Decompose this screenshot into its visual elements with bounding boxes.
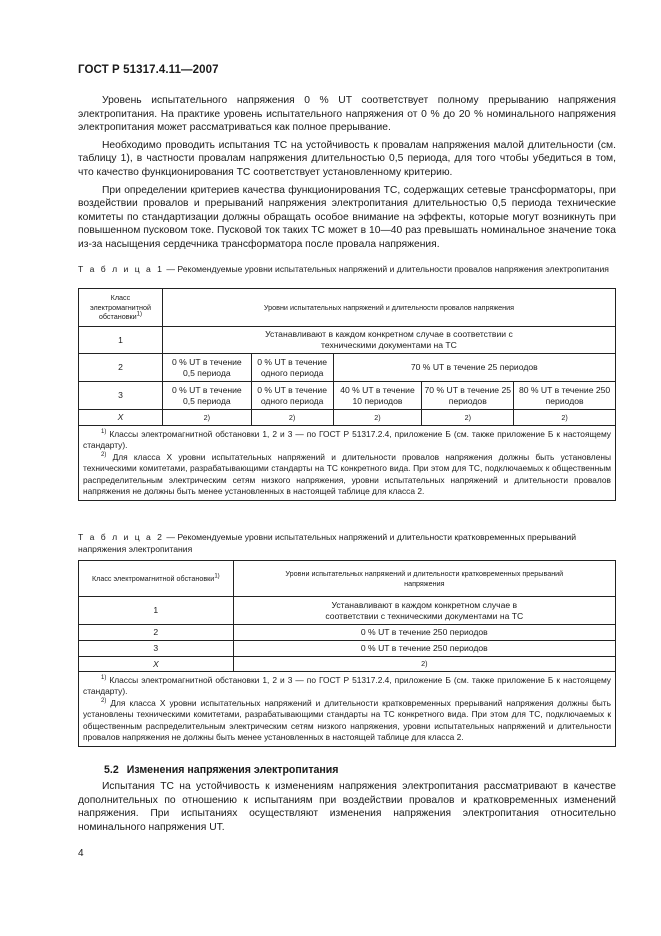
table1-caption	[78, 264, 616, 276]
table-row	[79, 641, 616, 657]
table1-footnote-2: $^{2)}$ Для класса X уровни испытательных напряжений и длительности провалов напряжения должны быть установлены техническими комитетами, разрабатывающими стандарты на ТС конкретного вида. При этом для ТС, подключаемых к общественным распределительным электрическим сетям низкого напряжения, уровни испытательных напряжений и длительности провалов напряжения не должны быть менее установленных в настоящей таблице для класса 2.	[83, 451, 611, 497]
table-row	[79, 625, 616, 641]
table2-row1-class: 1	[79, 597, 234, 625]
section-text	[78, 780, 616, 838]
table2-footnote-2: $^{2)}$ Для класса X уровни испытательных напряжений и длительности кратковременных прерываний напряжения должны быть установлены техническими комитетами, разрабатывающими стандарты на ТС конкретного вида. При этом для ТС, подключаемых к общественным распределительным электрическим сетям низкого напряжения, уровни испытательных напряжений и длительности провалов напряжения не должны быть менее установленных в настоящей таблице для класса 2.	[83, 697, 611, 743]
table2-row3-text: 0 % UT в течение 250 периодов	[233, 641, 615, 657]
table1-rowx-note-2: 2)	[251, 410, 333, 426]
table2-footnote-1: $^{1)}$ Классы электромагнитной обстановки 1, 2 и 3 — по ГОСТ Р 51317.2.4, приложение Б (см. также приложение Б к настоящему стандарту).	[83, 675, 611, 697]
table1-row3-c1: 0 % UT в течение 0,5 периода	[162, 382, 251, 410]
table1-levels-header: Уровни испытательных напряжений и длительности провалов напряжения	[162, 289, 615, 327]
table2-header-row	[79, 561, 616, 597]
table2-levels-header: Уровни испытательных напряжений и длительности кратковременных прерываний напряжения	[233, 561, 615, 597]
page-number: 4	[78, 848, 84, 859]
table1-row2-class: 2	[79, 354, 163, 382]
table2-footnotes	[79, 672, 616, 747]
table1-row2-c1: 0 % UT в течение 0,5 периода	[162, 354, 251, 382]
table1-row3-c2: 0 % UT в течение одного периода	[251, 382, 333, 410]
table2	[78, 560, 616, 747]
table2-footnotes-row	[79, 672, 616, 747]
table2-rowx-class: X	[79, 657, 234, 672]
table1-rowx-note-5: 2)	[514, 410, 616, 426]
table1-footnotes	[79, 426, 616, 501]
table1-caption-label: Т а б л и ц а 1	[78, 264, 164, 274]
table2-row2-class: 2	[79, 625, 234, 641]
table2-row2-text: 0 % UT в течение 250 периодов	[233, 625, 615, 641]
table2-caption-text: — Рекомендуемые уровни испытательных напряжений и длительности кратковременных прерываний напряжения электропитания	[78, 532, 577, 554]
table2-caption-label: Т а б л и ц а 2	[78, 532, 164, 542]
table2-rowx-note: 2)	[233, 657, 615, 672]
table2-row1-text: Устанавливают в каждом конкретном случае в соответствии с техническими документами на ТС	[233, 597, 615, 625]
table2-class-header: Класс электромагнитной обстановки$^{1)}$	[79, 561, 234, 597]
table1	[78, 288, 616, 501]
section-number: 5.2	[104, 764, 119, 776]
table1-footnote-1: $^{1)}$ Классы электромагнитной обстановки 1, 2 и 3 — по ГОСТ Р 51317.2.4, приложение Б (см. также приложение Б к настоящему стандарту).	[83, 429, 611, 451]
table1-rowx-note-1: 2)	[162, 410, 251, 426]
section-paragraph: Испытания ТС на устойчивость к изменениям напряжения электропитания рассматривают в качестве дополнительных по отношению к испытаниям при воздействии провалов и кратковременных изменений напряжения. При испытаниях осуществляют изменения напряжения электропитания относительно номинального напряжения UT.	[78, 781, 616, 833]
section-heading	[104, 764, 347, 776]
table-row	[79, 410, 616, 426]
table-row	[79, 597, 616, 625]
table1-row3-c5: 80 % UT в течение 250 периодов	[514, 382, 616, 410]
document-header: ГОСТ Р 51317.4.11—2007	[78, 64, 219, 76]
paragraph-2: Необходимо проводить испытания ТС на устойчивость к провалам напряжения малой длительности (см. таблицу 1), в частности провалам напряжения длительностью 0,5 периода, для того чтобы убедиться в том, что качество функционирования ТС соответствует установленному критерию.	[78, 139, 616, 178]
table1-footnotes-row	[79, 426, 616, 501]
table1-caption-text: — Рекомендуемые уровни испытательных напряжений и длительности провалов напряжения электропитания	[163, 264, 609, 274]
table1-rowx-class: X	[79, 410, 163, 426]
table1-row1-class: 1	[79, 327, 163, 354]
table1-row3-class: 3	[79, 382, 163, 410]
table-row	[79, 382, 616, 410]
intro-text	[78, 94, 616, 256]
table1-row2-c2: 0 % UT в течение одного периода	[251, 354, 333, 382]
table1-class-header: Класс электромагнитной обстановки$^{1)}$	[79, 289, 163, 327]
table2-row3-class: 3	[79, 641, 234, 657]
table1-rowx-note-4: 2)	[422, 410, 514, 426]
paragraph-1: Уровень испытательного напряжения 0 % UT соответствует полному прерыванию напряжения электропитания. На практике уровень испытательного напряжения от 0 % до 20 % номинального напряжения электропитания может рассматриваться как полное прерывание.	[78, 95, 616, 134]
table1-row3-c3: 40 % UT в течение 10 периодов	[333, 382, 422, 410]
paragraph-3: При определении критериев качества функционирования ТС, содержащих сетевые трансформаторы, при воздействии провалов и прерываний напряжения электропитания длительностью 0,5 периода технические комитеты по стандартизации должны обращать особое внимание на эффекты, которые могут возникнуть при повышенном пусковом токе. Пусковой ток таких ТС может в 10—40 раз превышать номинальное значение тока из-за насыщения сердечника трансформатора после провала напряжения.	[78, 184, 616, 250]
table1-row3-c4: 70 % UT в течение 25 периодов	[422, 382, 514, 410]
table-row	[79, 657, 616, 672]
table1-row2-c3: 70 % UT в течение 25 периодов	[333, 354, 615, 382]
table-row	[79, 354, 616, 382]
section-title: Изменения напряжения электропитания	[126, 764, 339, 776]
table1-row1-text: Устанавливают в каждом конкретном случае в соответствии с техническими документами на ТС	[162, 327, 615, 354]
table2-caption	[78, 532, 616, 555]
table1-rowx-note-3: 2)	[333, 410, 422, 426]
table-row	[79, 327, 616, 354]
table1-header-row	[79, 289, 616, 327]
